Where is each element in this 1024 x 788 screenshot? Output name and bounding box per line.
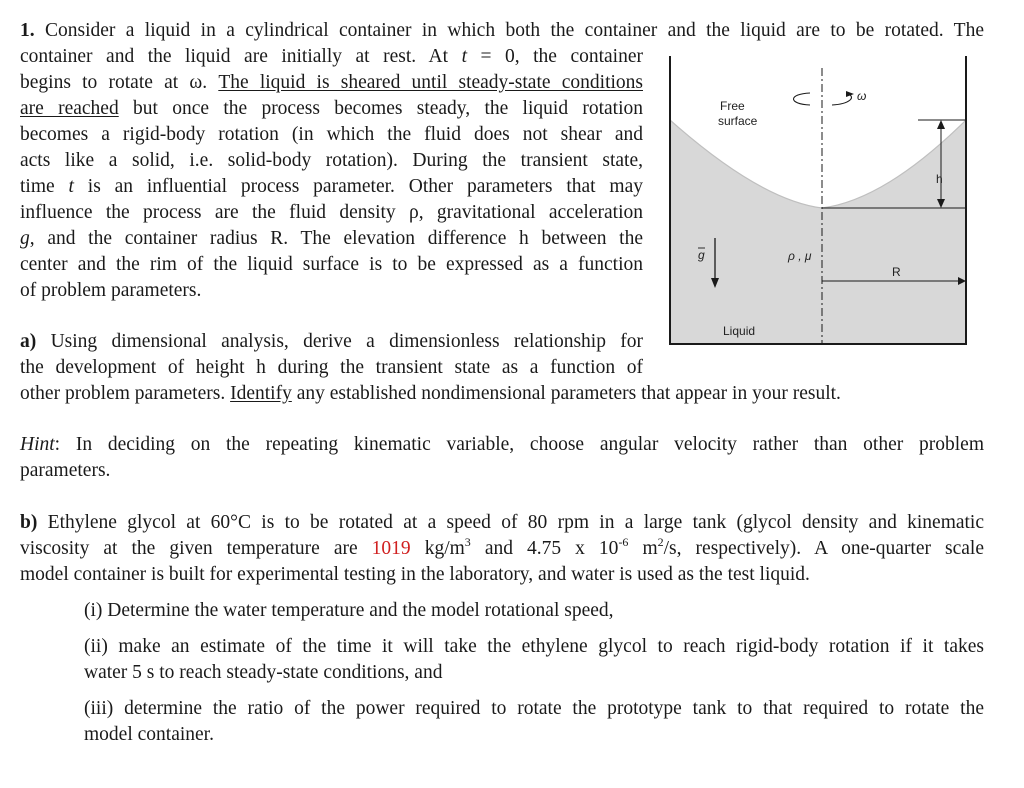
liquid-region	[670, 120, 966, 344]
part-b-text: Ethylene glycol at 60°C is to be rotated at a speed of 80 rpm in a large tank (glycol density and kinematic	[47, 512, 985, 533]
free-surface-label-2: surface	[718, 114, 758, 128]
time-variable: t	[68, 176, 74, 197]
intro-line-7	[20, 174, 643, 200]
h-label: h	[936, 172, 943, 186]
intro-line-4	[20, 96, 643, 122]
omega-label: ω	[857, 89, 867, 103]
part-b-label: b)	[20, 512, 38, 533]
intro-text: Consider a liquid in a cylindrical container in which both the container and the liquid are to be rotated. The	[45, 20, 985, 41]
intro-text: is an influential process parameter. Other parameters that may	[87, 176, 644, 197]
gravity-label: g	[698, 248, 705, 262]
superscript: 3	[464, 534, 471, 549]
h-arrow-up-icon	[937, 120, 945, 129]
intro-line-10: center and the rim of the liquid surface is to be expressed as a function	[20, 254, 643, 275]
item-ii-line-1: (ii) make an estimate of the time it will take the ethylene glycol to reach rigid-body rotation if it takes	[84, 636, 984, 657]
g-variable: g	[20, 228, 30, 249]
intro-text: container and the liquid are initially at rest. At	[20, 46, 449, 67]
part-a-line-1	[20, 329, 643, 355]
hint-line-1	[20, 432, 984, 458]
unit-text: m	[642, 538, 658, 559]
intro-text: = 0, the container	[480, 46, 644, 67]
intro-line-5: becomes a rigid-body rotation (in which the fluid does not shear and	[20, 124, 643, 145]
item-i: (i) Determine the water temperature and the model rotational speed,	[84, 600, 614, 621]
intro-text: time	[20, 176, 55, 197]
problem-number: 1.	[20, 20, 35, 41]
item-iii-line-1: (iii) determine the ratio of the power required to rotate the prototype tank to that required to rotate the	[84, 698, 984, 719]
rotating-container-figure	[660, 50, 980, 350]
intro-line-1	[20, 18, 984, 44]
part-a-line-2: the development of height h during the transient state as a function of	[20, 357, 643, 378]
time-variable: t	[461, 46, 467, 67]
rotation-arrowhead-icon	[846, 91, 854, 97]
intro-text: , and the container radius R. The elevation difference h between the	[29, 228, 643, 249]
intro-line-8: influence the process are the fluid density ρ, gravitational acceleration	[20, 202, 643, 223]
intro-text: but once the process becomes steady, the liquid rotation	[133, 98, 644, 119]
liquid-label: Liquid	[723, 324, 756, 338]
unit-text: kg/m	[424, 538, 465, 559]
part-b-line-2	[20, 536, 984, 562]
part-b-text: /s, respectively). A one-quarter scale	[663, 538, 984, 559]
hint-label: Hint	[20, 434, 55, 455]
rho-mu-label: ρ , μ	[788, 249, 812, 263]
intro-text: begins to rotate at ω.	[20, 72, 208, 93]
intro-line-2	[20, 44, 643, 70]
intro-line-11: of problem parameters.	[20, 280, 202, 301]
part-b-text: viscosity at the given temperature are	[20, 538, 358, 559]
underlined-text: The liquid is sheared until steady-state conditions	[218, 72, 643, 93]
hint-line-2: parameters.	[20, 460, 111, 481]
part-a-label: a)	[20, 331, 37, 352]
part-a-text: other problem parameters.	[20, 383, 226, 404]
part-b-line-1	[20, 510, 984, 536]
hint-text: : In deciding on the repeating kinematic variable, choose angular velocity rather than other problem	[54, 434, 984, 455]
density-value: 1019	[371, 538, 411, 559]
part-a-text: Using dimensional analysis, derive a dimensionless relationship for	[50, 331, 644, 352]
intro-line-9	[20, 226, 643, 252]
superscript: 2	[657, 534, 664, 549]
exponent: -6	[618, 534, 629, 549]
part-b-line-3: model container is built for experimental testing in the laboratory, and water is used as the test liquid.	[20, 564, 810, 585]
underlined-text: Identify	[230, 383, 292, 404]
item-ii-line-2: water 5 s to reach steady-state conditions, and	[84, 662, 443, 683]
radius-label: R	[892, 265, 901, 279]
intro-line-3	[20, 70, 643, 96]
part-a-text: any established nondimensional parameters that appear in your result.	[296, 383, 841, 404]
item-iii-line-2: model container.	[84, 724, 214, 745]
free-surface-label-1: Free	[720, 99, 745, 113]
underlined-text: are reached	[20, 98, 119, 119]
part-b-text: and 4.75 x 10	[484, 538, 619, 559]
intro-line-6: acts like a solid, i.e. solid-body rotation). During the transient state,	[20, 150, 643, 171]
part-a-line-3	[20, 381, 980, 407]
